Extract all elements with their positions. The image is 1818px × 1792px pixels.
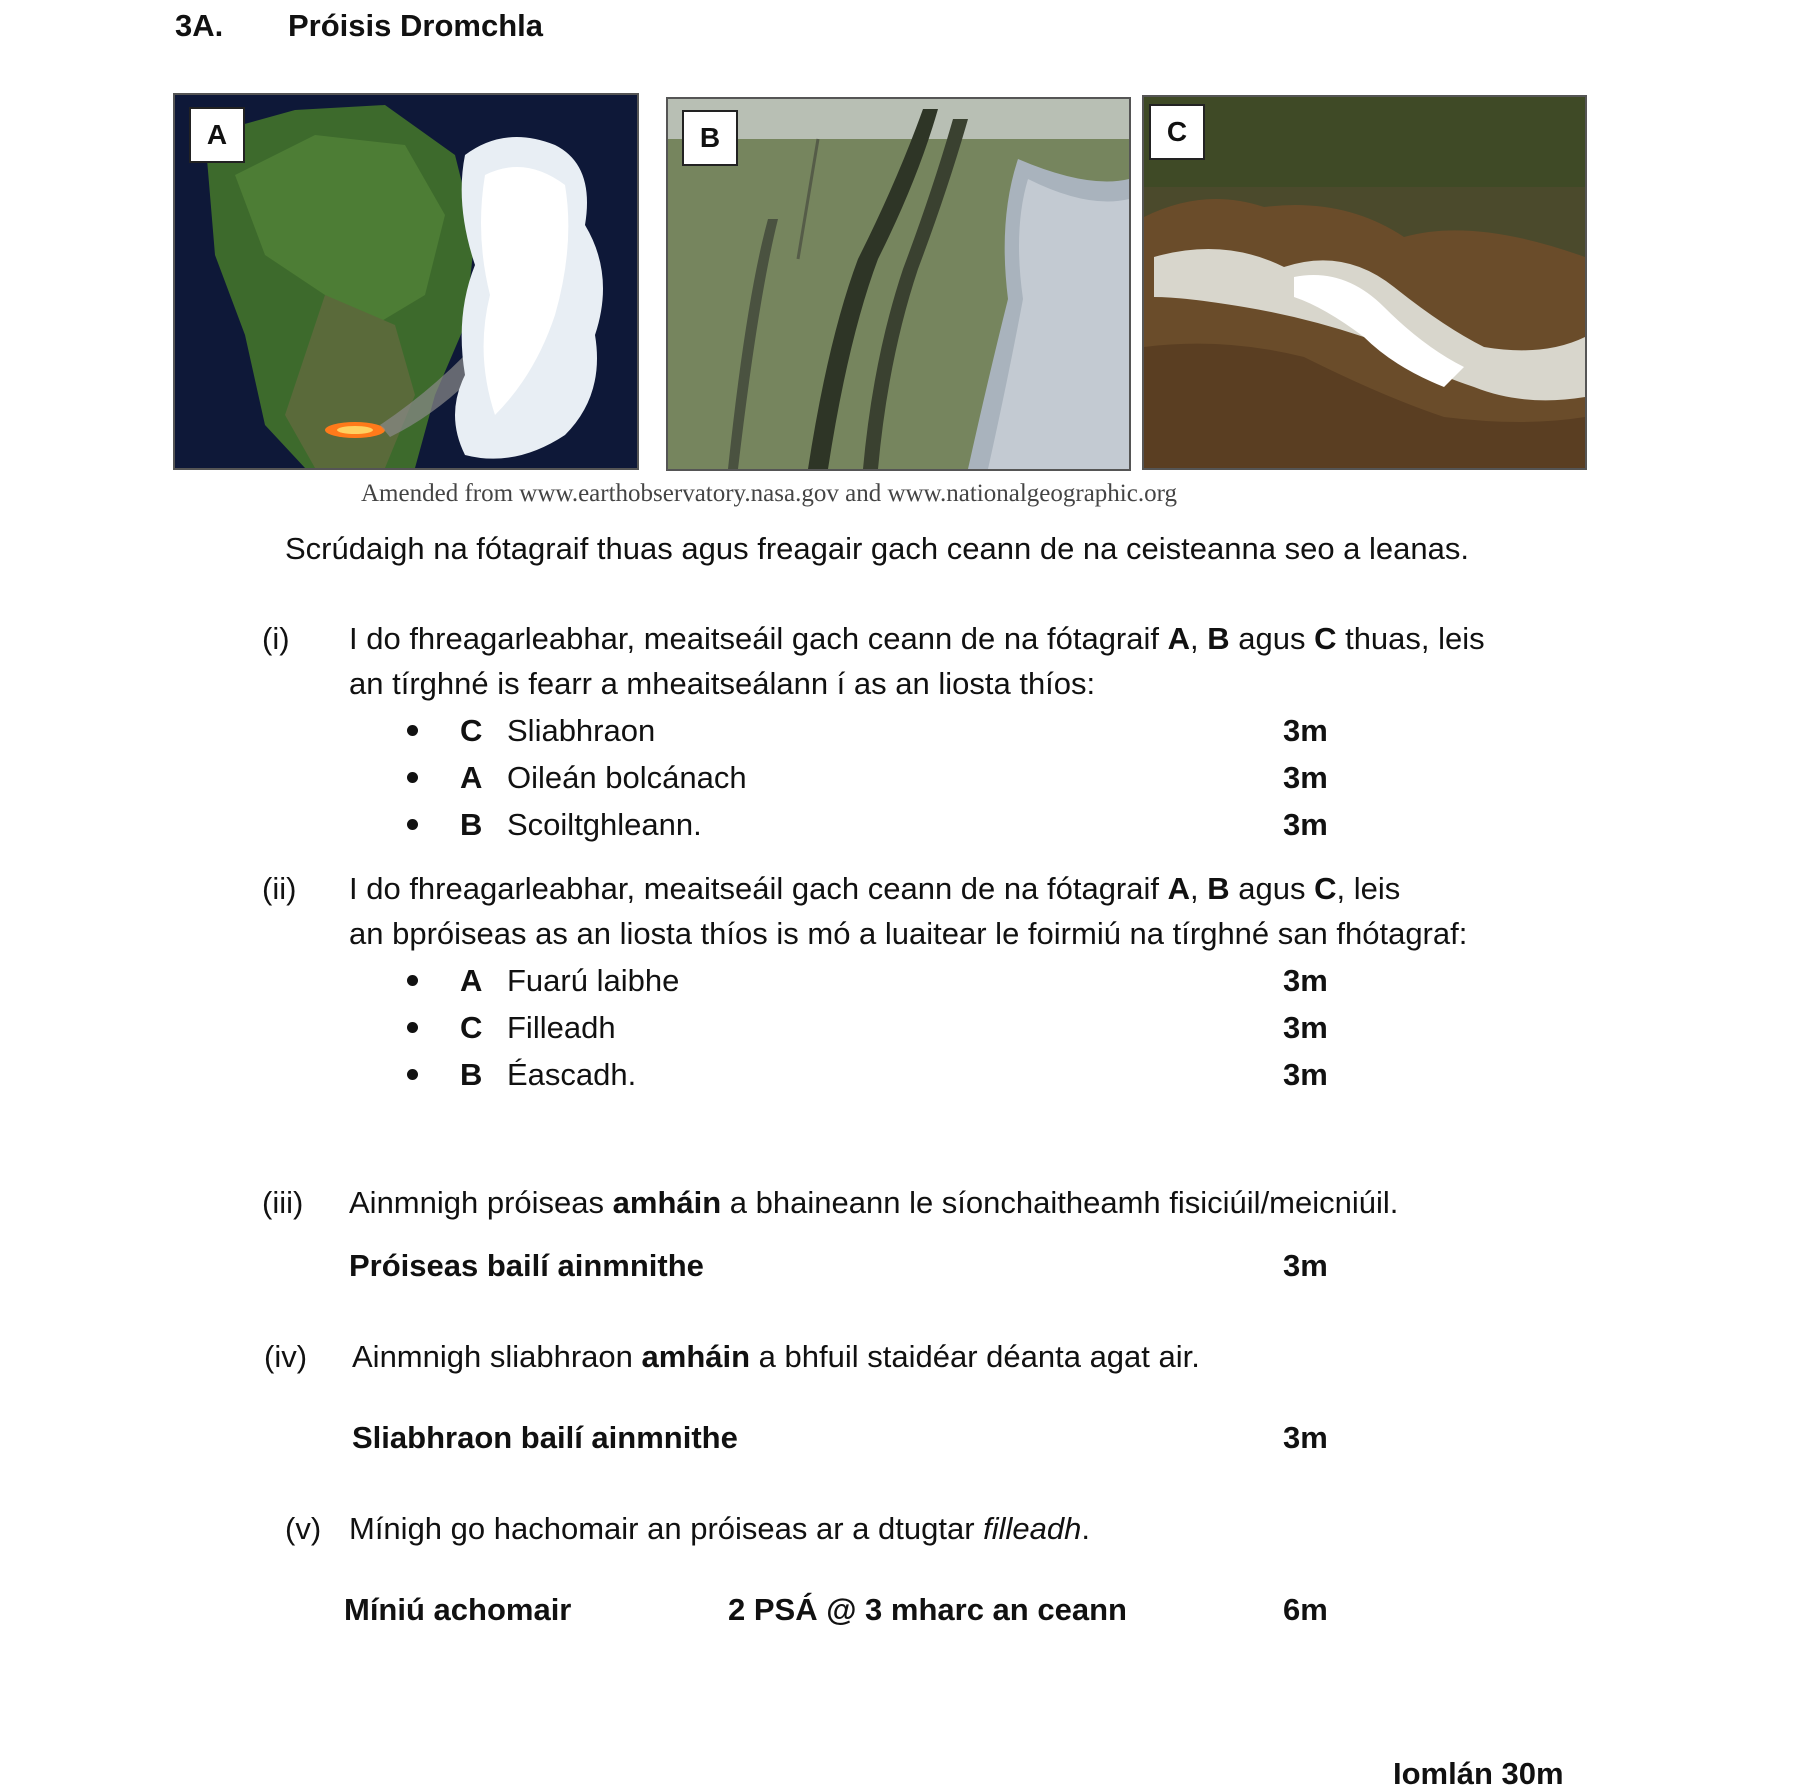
q1-item-mark: 3m [1283,760,1328,795]
q1-item-mark: 3m [1283,713,1328,748]
q1-item-mark: 3m [1283,807,1328,842]
q3-mark: 3m [1283,1248,1328,1283]
q2-item-letter: C [460,1010,483,1045]
q2-number: (ii) [262,871,297,906]
bullet [407,772,418,783]
photo-b-label: B [682,110,738,166]
bullet [407,975,418,986]
section-title: Próisis Dromchla [288,8,543,43]
photo-c-label: C [1149,104,1205,160]
q2-item-text: Éascadh. [507,1057,637,1092]
bullet [407,819,418,830]
q5-answer: Míniú achomair [344,1592,572,1627]
q2-item-text: Fuarú laibhe [507,963,680,998]
q3-text: Ainmnigh próiseas amháin a bhaineann le síonchaitheamh fisiciúil/meicniúil. [349,1185,1399,1220]
q2-item-letter: A [460,963,483,998]
q2-line1: I do fhreagarleabhar, meaitseáil gach ceann de na fótagraif A, B agus C, leis [349,871,1401,906]
q2-item-mark: 3m [1283,1010,1328,1045]
section-number: 3A. [175,8,224,43]
q3-answer: Próiseas bailí ainmnithe [349,1248,704,1283]
photo-a-label: A [189,107,245,163]
photo-b [666,97,1131,471]
total-marks: Iomlán 30m [1393,1756,1564,1791]
q2-line2: an bpróiseas as an liosta thíos is mó a luaitear le foirmiú na tírghné san fhótagraf: [349,916,1468,951]
q1-item-letter: B [460,807,483,842]
bullet [407,1069,418,1080]
bullet [407,725,418,736]
q2-item-mark: 3m [1283,1057,1328,1092]
q5-mark: 6m [1283,1592,1328,1627]
q5-scheme: 2 PSÁ @ 3 mharc an ceann [728,1592,1127,1627]
image-credit: Amended from www.earthobservatory.nasa.gov and www.nationalgeographic.org [361,480,1177,507]
photo-c [1142,95,1587,470]
q5-text: Mínigh go hachomair an próiseas ar a dtugtar filleadh. [349,1511,1091,1546]
q1-line2: an tírghné is fearr a mheaitseálann í as an liosta thíos: [349,666,1096,701]
q4-number: (iv) [264,1339,308,1374]
q4-answer: Sliabhraon bailí ainmnithe [352,1420,738,1455]
mountain-range-photo-icon [1144,97,1585,468]
q1-item-text: Sliabhraon [507,713,656,748]
q1-item-text: Scoiltghleann. [507,807,702,842]
q1-item-letter: A [460,760,483,795]
q2-item-mark: 3m [1283,963,1328,998]
q1-item-text: Oileán bolcánach [507,760,747,795]
q1-line1: I do fhreagarleabhar, meaitseáil gach ceann de na fótagraif A, B agus C thuas, leis [349,621,1485,656]
instruction-text: Scrúdaigh na fótagraif thuas agus freagair gach ceann de na ceisteanna seo a leanas. [285,531,1469,566]
q1-number: (i) [262,621,290,656]
bullet [407,1022,418,1033]
q3-number: (iii) [262,1185,304,1220]
q5-number: (v) [285,1511,322,1546]
q2-item-letter: B [460,1057,483,1092]
q4-mark: 3m [1283,1420,1328,1455]
photo-a [173,93,639,470]
q4-text: Ainmnigh sliabhraon amháin a bhfuil staidéar déanta agat air. [352,1339,1200,1374]
q2-item-text: Filleadh [507,1010,616,1045]
q1-item-letter: C [460,713,483,748]
